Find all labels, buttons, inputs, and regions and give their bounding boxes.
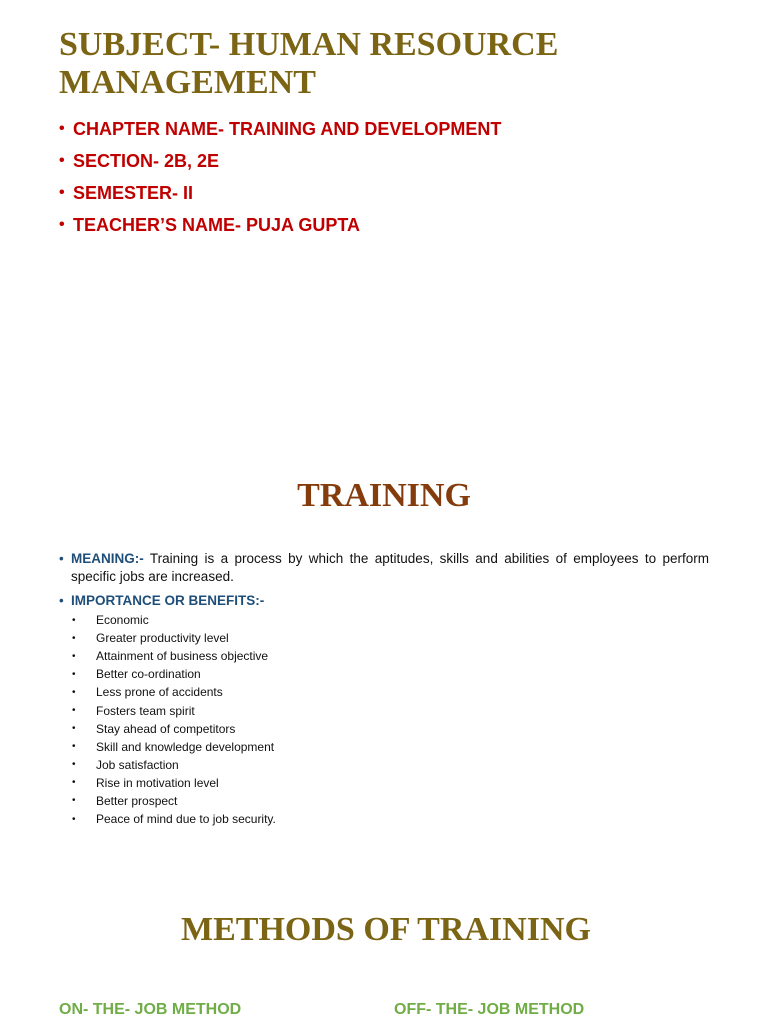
list-item xyxy=(59,148,501,180)
list-item xyxy=(72,756,276,774)
bullet-icon: • xyxy=(72,705,76,717)
bullet-icon: • xyxy=(72,813,76,825)
benefit-text: Skill and knowledge development xyxy=(96,739,275,754)
bullet-icon: • xyxy=(72,614,76,626)
off-the-job-method-label: OFF- THE- JOB METHOD xyxy=(394,1001,585,1018)
bullet-icon: • xyxy=(59,593,64,608)
section-label: SECTION- 2B, 2E xyxy=(73,151,220,171)
slide1-details-list xyxy=(59,116,501,244)
benefit-text: Job satisfaction xyxy=(96,757,179,772)
list-item xyxy=(72,665,276,683)
list-item xyxy=(59,212,501,244)
training-title: TRAINING xyxy=(297,477,471,514)
list-item xyxy=(72,792,276,810)
bullet-icon: • xyxy=(72,632,76,644)
methods-title: METHODS OF TRAINING xyxy=(181,911,591,948)
bullet-icon: • xyxy=(59,551,64,566)
list-item xyxy=(72,647,276,665)
importance-heading xyxy=(59,592,264,610)
meaning-label: MEANING:- xyxy=(71,551,144,566)
meaning-text: Training is a process by which the aptitudes, skills and abilities of employees to perform specific jobs are increased. xyxy=(71,551,709,584)
list-item xyxy=(59,180,501,212)
bullet-icon: • xyxy=(72,723,76,735)
benefit-text: Peace of mind due to job security. xyxy=(96,812,276,827)
bullet-icon: • xyxy=(59,216,65,233)
list-item xyxy=(72,738,276,756)
benefit-text: Less prone of accidents xyxy=(96,685,223,700)
meaning-paragraph xyxy=(59,550,709,586)
benefit-text: Greater productivity level xyxy=(96,631,229,646)
benefit-text: Attainment of business objective xyxy=(96,649,269,664)
list-item xyxy=(72,629,276,647)
benefits-list xyxy=(72,611,276,828)
bullet-icon: • xyxy=(59,120,65,137)
bullet-icon: • xyxy=(72,741,76,753)
benefit-text: Stay ahead of competitors xyxy=(96,721,236,736)
bullet-icon: • xyxy=(59,184,65,201)
bullet-icon: • xyxy=(59,152,65,169)
bullet-icon: • xyxy=(72,650,76,662)
bullet-icon: • xyxy=(72,686,76,698)
meaning-text-block xyxy=(71,550,709,586)
benefit-text: Better co-ordination xyxy=(96,667,201,682)
bullet-icon: • xyxy=(72,777,76,789)
benefit-text: Economic xyxy=(96,613,149,628)
list-item xyxy=(72,774,276,792)
list-item xyxy=(72,701,276,719)
teacher-name: TEACHER’S NAME- PUJA GUPTA xyxy=(73,215,361,235)
semester-label: SEMESTER- II xyxy=(73,183,194,203)
list-item xyxy=(72,720,276,738)
chapter-name: CHAPTER NAME- TRAINING AND DEVELOPMENT xyxy=(73,119,502,139)
bullet-icon: • xyxy=(72,795,76,807)
benefit-text: Better prospect xyxy=(96,793,178,808)
list-item xyxy=(72,810,276,828)
list-item xyxy=(59,116,501,148)
benefit-text: Rise in motivation level xyxy=(96,775,219,790)
importance-label: IMPORTANCE OR BENEFITS:- xyxy=(71,593,265,608)
on-the-job-method-label: ON- THE- JOB METHOD xyxy=(59,1001,242,1018)
bullet-icon: • xyxy=(72,759,76,771)
list-item xyxy=(72,683,276,701)
benefit-text: Fosters team spirit xyxy=(96,703,195,718)
bullet-icon: • xyxy=(72,668,76,680)
subject-title: SUBJECT- HUMAN RESOURCE MANAGEMENT xyxy=(59,26,559,101)
list-item xyxy=(72,611,276,629)
